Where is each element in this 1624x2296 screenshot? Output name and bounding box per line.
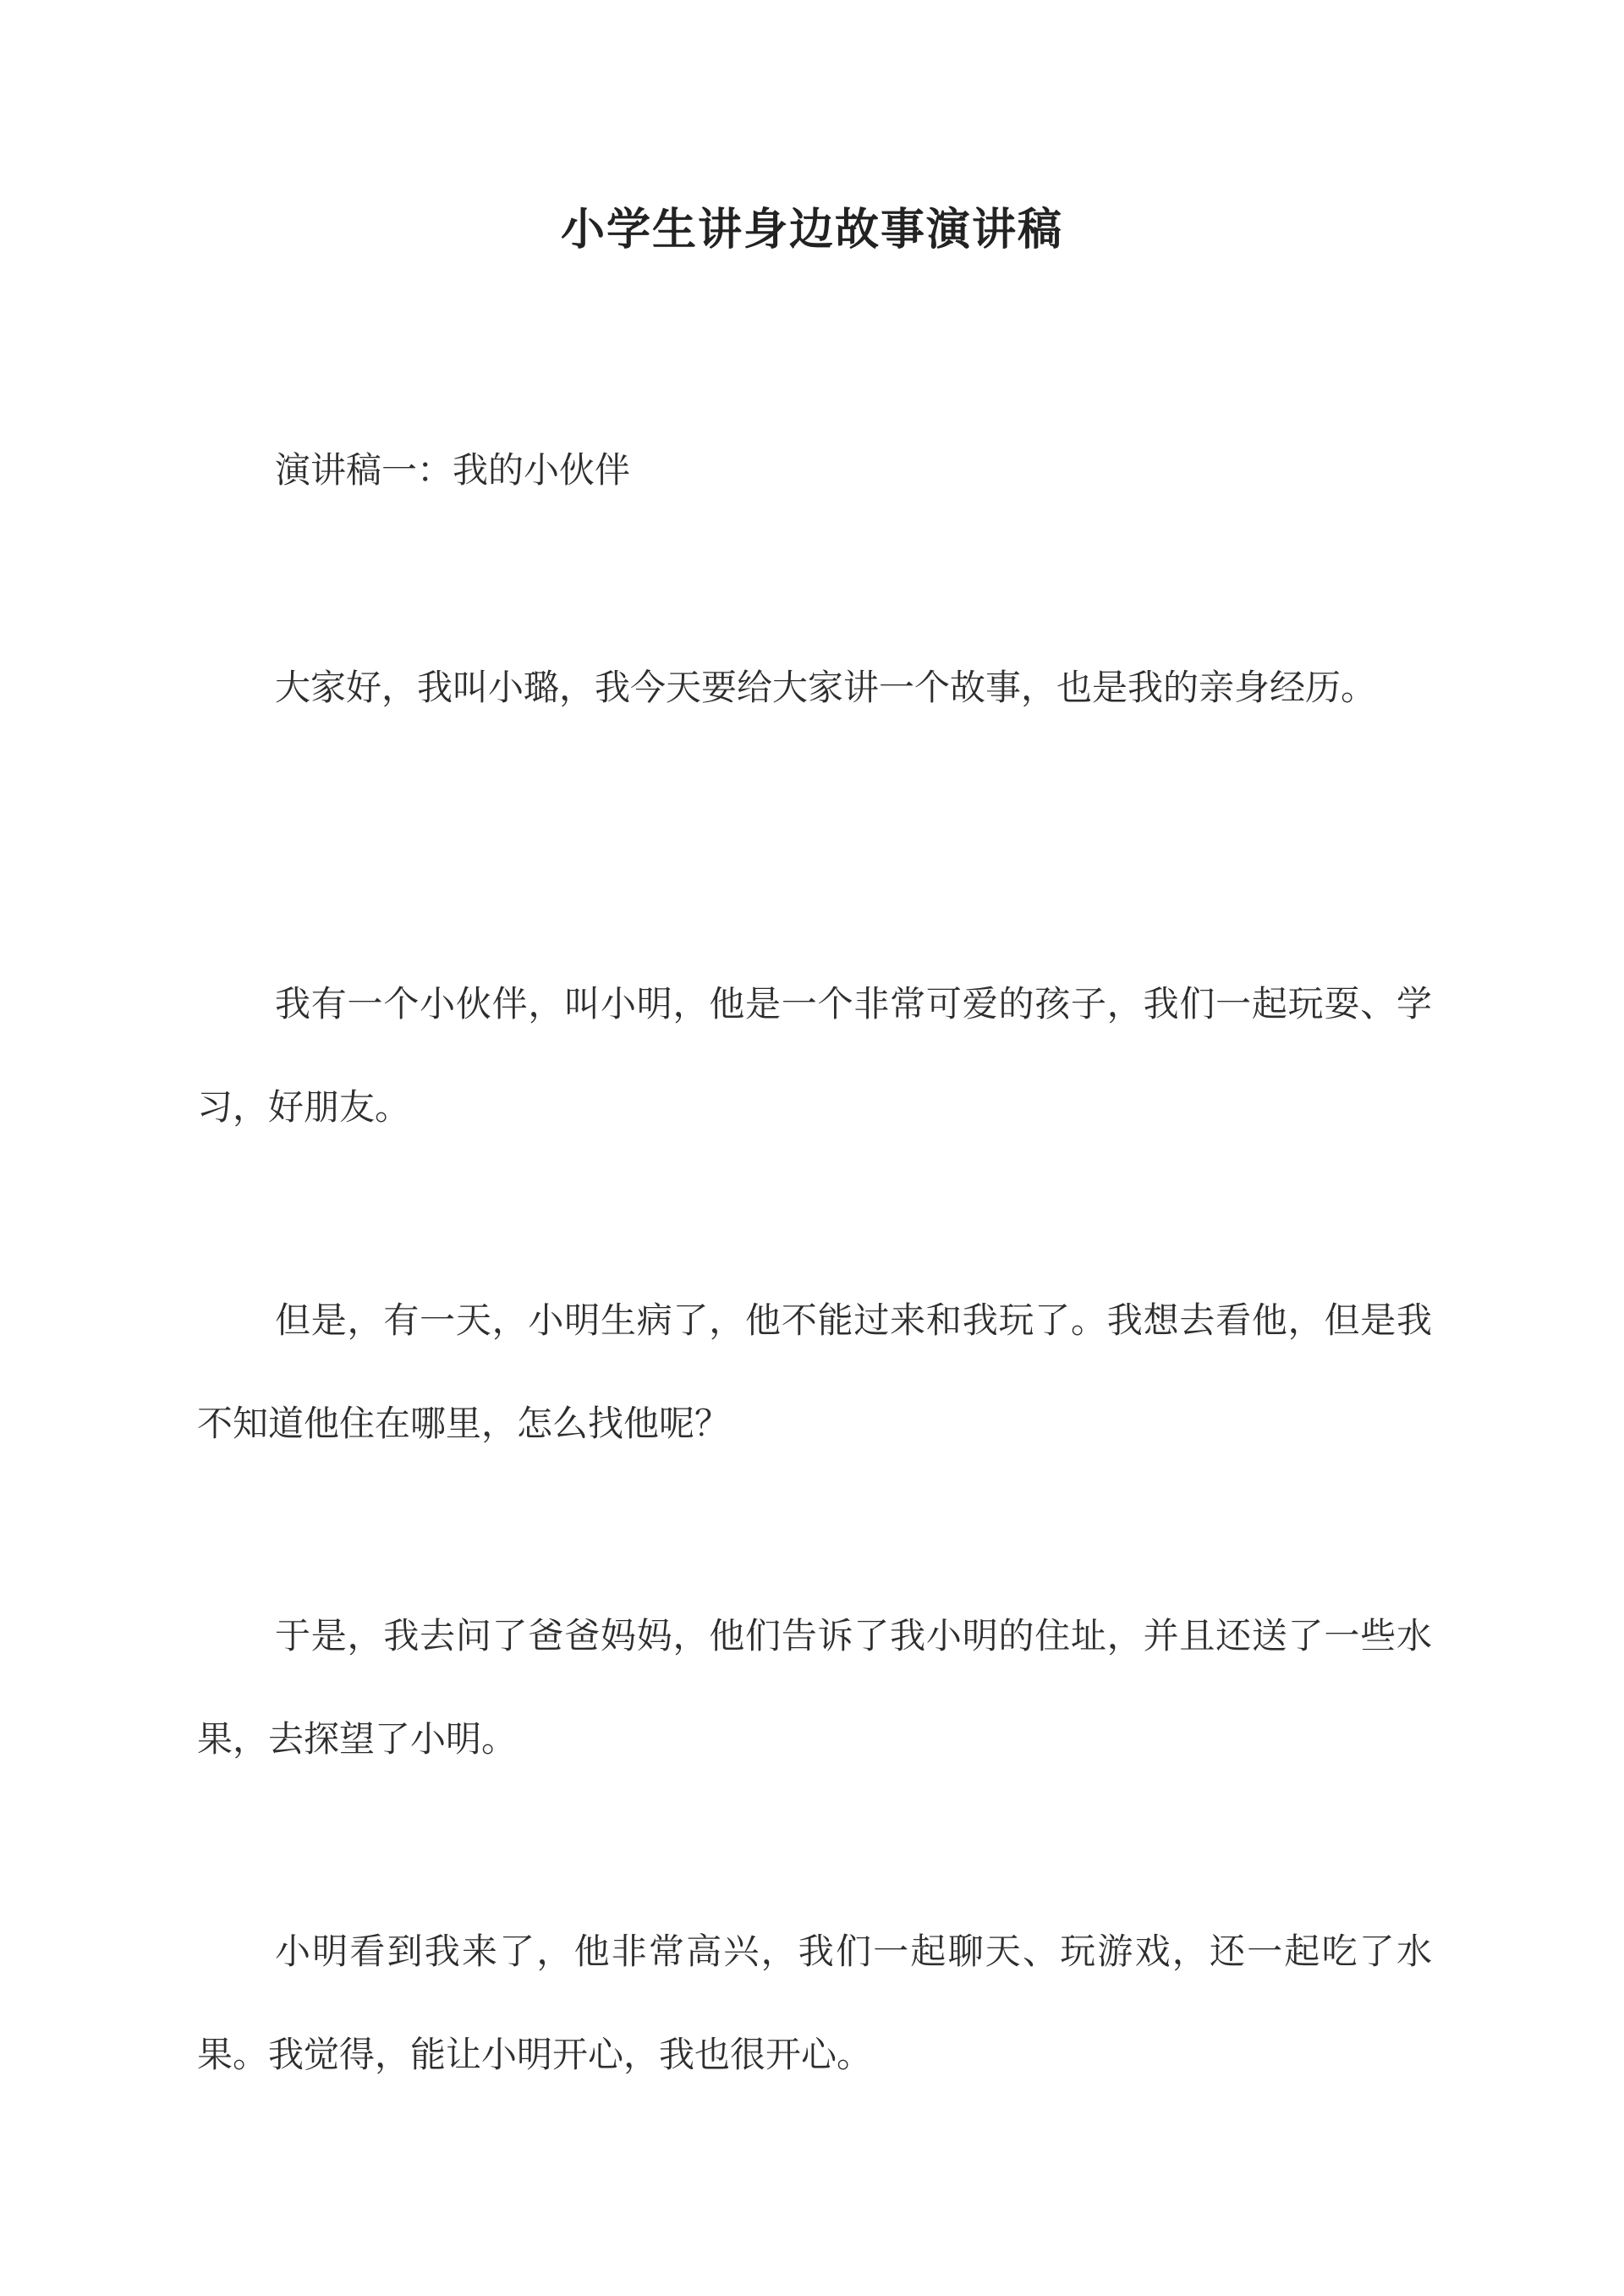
paragraph: 大家好，我叫小璐，我今天要给大家讲一个故事，也是我的亲身经历。	[275, 667, 1377, 708]
speech-subtitle: 演讲稿一：我的小伙伴	[275, 449, 631, 491]
paragraph: 我有一个小伙伴，叫小明，他是一个非常可爱的孩子，我们一起玩耍、学习，好朋友。	[197, 983, 1432, 1128]
paragraph: 但是，有一天，小明生病了，他不能过来和我玩了。我想去看他，但是我不知道他住在哪里，怎么找他呢？	[197, 1299, 1432, 1444]
paragraph: 小明看到我来了，他非常高兴，我们一起聊天、玩游戏，还一起吃了水果。我觉得，能让小明开心，我也很开心。	[197, 1931, 1432, 2075]
document-title: 小学生讲身边故事演讲稿	[560, 204, 1063, 255]
paragraph: 于是，我去问了爸爸妈妈，他们告诉了我小明的住址，并且还送了一些水果，去探望了小明。	[197, 1615, 1432, 1760]
